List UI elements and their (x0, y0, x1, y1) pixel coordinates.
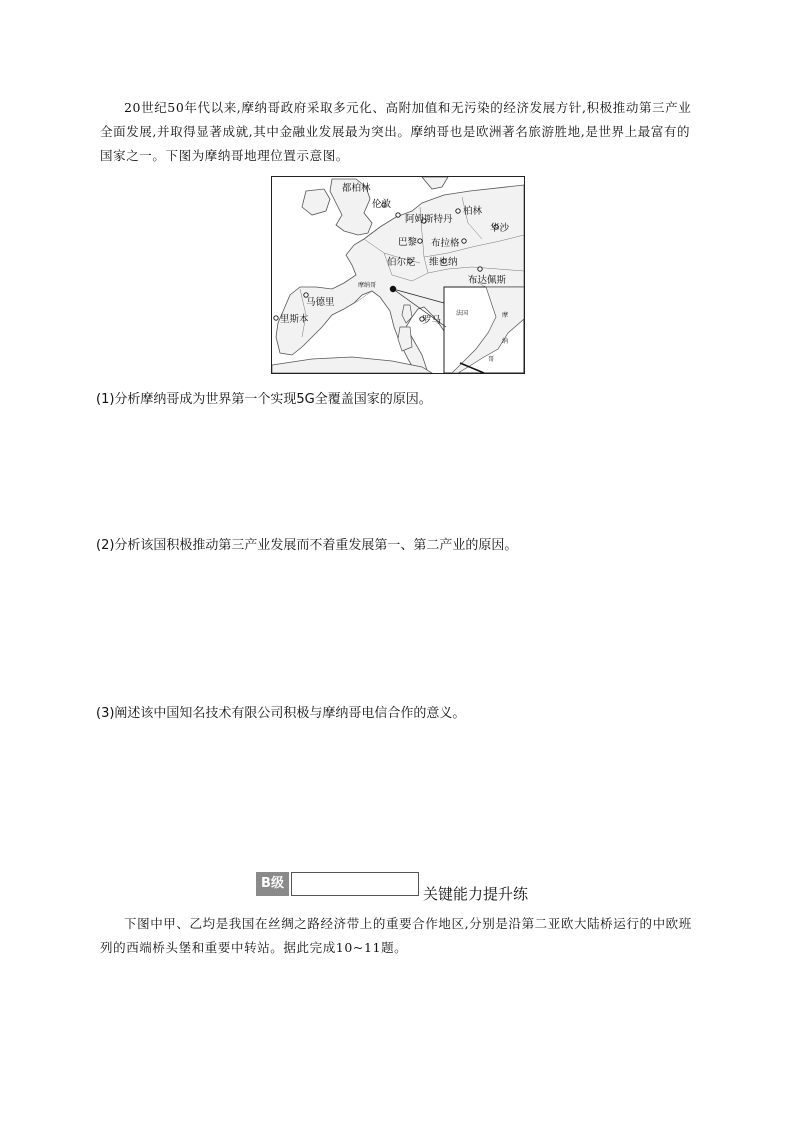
label-amsterdam: 阿姆斯特丹 (405, 214, 453, 225)
level-badge: B级 (256, 872, 289, 896)
label-budapest: 布达佩斯 (468, 275, 507, 286)
label-rome: 罗马 (422, 315, 442, 326)
label-vienna: 维也纳 (429, 257, 458, 268)
inset-label-france: 法国 (456, 310, 469, 317)
label-paris: 巴黎 (398, 237, 418, 248)
paris-marker (418, 239, 422, 243)
label-london: 伦敦 (372, 199, 392, 210)
monaco-marker (390, 286, 396, 292)
section-title: 关键能力提升练 (423, 885, 529, 903)
label-monaco: 摩纳哥 (358, 282, 377, 289)
next-paragraph: 下图中甲、乙均是我国在丝绸之路经济带上的重要合作地区,分别是沿第二亚欧大陆桥运行的中欧班列的西端桥头堡和重要中转站。据此完成10~11题。 (100, 916, 692, 955)
label-lisbon: 里斯本 (280, 314, 309, 325)
label-prague: 布拉格 (431, 238, 460, 249)
berlin-marker (456, 209, 460, 213)
intro-paragraph: 20世纪50年代以来,摩纳哥政府采取多元化、高附加值和无污染的经济发展方针,积极推动第三产业全面发展,并取得显著成就,其中金融业发展最为突出。摩纳哥也是欧洲著名旅游胜地,是世界上最富有的国家之一。下图为摩纳哥地理位置示意图。 (100, 100, 692, 163)
monaco-location-map (271, 176, 525, 374)
section-title-box (291, 872, 419, 896)
question-3: (3)阐述该中国知名技术有限公司积极与摩纳哥电信合作的意义。 (96, 706, 466, 721)
inset-label-monaco-3: 哥 (488, 356, 495, 363)
lisbon-marker (274, 316, 278, 320)
question-2: (2)分析该国积极推动第三产业发展而不着重发展第一、第二产业的原因。 (96, 538, 518, 553)
question-1: (1)分析摩纳哥成为世界第一个实现5G全覆盖国家的原因。 (96, 392, 432, 407)
label-bern: 伯尔尼 (387, 257, 416, 268)
inset-label-monaco-2: 纳 (502, 338, 509, 345)
label-berlin: 柏林 (463, 206, 483, 217)
london-marker (396, 213, 400, 217)
budapest-marker (478, 267, 482, 271)
prague-marker (462, 239, 466, 243)
inset-label-monaco-1: 摩 (502, 312, 509, 319)
label-madrid: 马德里 (306, 297, 335, 308)
label-warsaw: 华沙 (490, 223, 510, 234)
label-dublin: 都柏林 (342, 183, 371, 194)
